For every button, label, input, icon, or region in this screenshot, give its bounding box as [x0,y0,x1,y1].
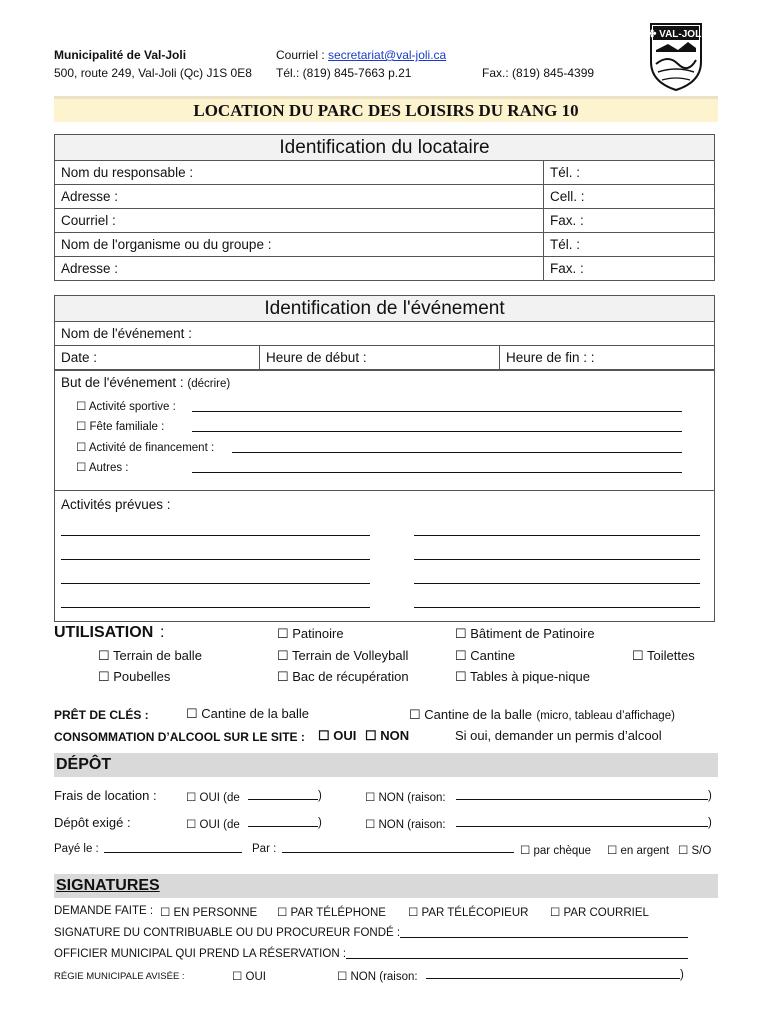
event-heading: Identification de l'événement [55,296,715,322]
checkbox-patinoire[interactable]: ☐ Patinoire [277,626,344,641]
checkbox-tables-pique-nique[interactable]: ☐ Tables à pique-nique [455,669,591,684]
taxpayer-signature-label: SIGNATURE DU CONTRIBUABLE OU DU PROCUREUR FONDÉ : [54,927,401,939]
org-address: 500, route 249, Val-Joli (Qc) J1S 0E8 [54,66,252,80]
answer-line[interactable] [456,817,708,827]
tenant-field[interactable]: Tél. : [544,233,715,257]
tenant-field[interactable]: Nom de l'organisme ou du groupe : [55,233,544,257]
alcohol-label: CONSOMMATION D’ALCOOL SUR LE SITE : [54,730,305,744]
tenant-field[interactable]: Adresse : [55,185,544,209]
purpose-hint: (décrire) [187,378,231,390]
tenant-table [54,134,715,281]
answer-line[interactable] [248,790,318,800]
checkbox-alcohol-yes[interactable]: ☐ OUI [318,728,357,743]
answer-line[interactable] [456,790,708,800]
checkbox-fee-yes[interactable]: ☐ OUI (de [186,792,240,804]
keys-option-2-note: (micro, tableau d’affichage) [536,710,675,722]
answer-line[interactable] [61,574,370,584]
tenant-field[interactable]: Courriel : [55,209,544,233]
tenant-field[interactable]: Fax. : [544,209,715,233]
email-line [276,47,446,63]
council-close: ) [680,969,684,981]
paid-by-label: Par : [252,843,277,855]
answer-line[interactable] [414,550,700,560]
answer-line[interactable] [248,817,318,827]
tenant-field[interactable]: Nom du responsable : [55,161,544,185]
fee-label: Frais de location : [54,788,157,803]
checkbox-deposit-no[interactable]: ☐ NON (raison: [365,819,446,831]
title-bar [54,96,718,122]
answer-line[interactable] [192,463,682,473]
table-row [55,161,715,185]
purpose-option-fundraising[interactable]: ☐ Activité de financement : [76,442,215,454]
checkbox-poubelles[interactable]: ☐ Poubelles [98,669,171,684]
deposit-heading: DÉPÔT [54,753,718,777]
checkbox-terrain-volleyball[interactable]: ☐ Terrain de Volleyball [277,648,409,663]
answer-line[interactable] [61,526,370,536]
tenant-field[interactable]: Cell. : [544,185,715,209]
alcohol-note: Si oui, demander un permis d’alcool [455,728,662,743]
checkbox-cantine[interactable]: ☐ Cantine [455,648,516,663]
checkbox-keys-cantine-1[interactable]: ☐ Cantine de la balle [186,706,309,721]
checkbox-by-email[interactable]: ☐ PAR COURRIEL [550,907,649,919]
tenant-field[interactable]: Fax. : [544,257,715,281]
purpose-label-text: But de l'événement : [61,375,184,390]
checkbox-toilettes[interactable]: ☐ Toilettes [632,648,695,663]
council-label: RÉGIE MUNICIPALE AVISÉE : [54,971,185,982]
tenant-heading: Identification du locataire [55,135,715,161]
checkbox-fee-no[interactable]: ☐ NON (raison: [365,792,446,804]
tenant-field[interactable]: Tél. : [544,161,715,185]
request-label: DEMANDE FAITE : [54,905,154,917]
email-label: Courriel : [276,48,329,62]
answer-line[interactable] [414,598,700,608]
signature-line[interactable] [400,928,688,938]
fee-no-close: ) [708,790,712,802]
answer-line[interactable] [192,402,682,412]
checkbox-batiment-patinoire[interactable]: ☐ Bâtiment de Patinoire [455,626,595,641]
checkbox-council-no[interactable]: ☐ NON (raison: [337,971,418,983]
checkbox-cheque[interactable]: ☐ par chèque [520,845,592,857]
checkbox-bac-recuperation[interactable]: ☐ Bac de récupération [277,669,409,684]
answer-line[interactable] [61,550,370,560]
tenant-field[interactable]: Adresse : [55,257,544,281]
answer-line[interactable] [192,422,682,432]
checkbox-not-applicable[interactable]: ☐ S/O [678,845,712,857]
purpose-label [61,375,230,390]
table-row [55,233,715,257]
deposit-required-label: Dépôt exigé : [54,815,131,830]
signatures-heading: SIGNATURES [54,874,718,898]
checkbox-terrain-balle[interactable]: ☐ Terrain de balle [98,648,202,663]
email-link[interactable]: secretariat@val-joli.ca [328,48,447,62]
event-name-field[interactable]: Nom de l'événement : [55,322,715,346]
purpose-option-sport[interactable]: ☐ Activité sportive : [76,401,176,413]
checkbox-council-yes[interactable]: ☐ OUI [232,971,266,983]
table-row [55,257,715,281]
event-table [54,295,715,370]
event-end-field[interactable]: Heure de fin : : [500,346,715,370]
keys-option-2 [409,706,675,724]
purpose-option-other[interactable]: ☐ Autres : [76,462,129,474]
activities-label: Activités prévues : [61,497,171,512]
table-row [55,209,715,233]
deposit-yes-close: ) [318,817,322,829]
deposit-no-close: ) [708,817,712,829]
checkbox-alcohol-no[interactable]: ☐ NON [365,728,410,743]
checkbox-in-person[interactable]: ☐ EN PERSONNE [160,907,258,919]
signature-line[interactable] [346,949,688,959]
table-row [55,185,715,209]
page-title: LOCATION DU PARC DES LOISIRS DU RANG 10 [193,101,579,120]
utilisation-colon: : [160,624,165,641]
officer-label: OFFICIER MUNICIPAL QUI PREND LA RÉSERVATION : [54,948,347,960]
answer-line[interactable] [426,969,680,979]
checkbox-deposit-yes[interactable]: ☐ OUI (de [186,819,240,831]
svg-text:✤ VAL-JOLI: ✤ VAL-JOLI [648,29,704,40]
answer-line[interactable] [414,526,700,536]
phone-number: Tél.: (819) 845-7663 p.21 [276,66,412,80]
utilisation-label: UTILISATION [54,624,154,641]
fee-yes-close: ) [318,790,322,802]
fax-number: Fax.: (819) 845-4399 [482,66,595,80]
answer-line[interactable] [414,574,700,584]
answer-line[interactable] [104,843,242,853]
purpose-option-family[interactable]: ☐ Fête familiale : [76,421,165,433]
event-date-field[interactable]: Date : [55,346,260,370]
event-start-field[interactable]: Heure de début : [260,346,500,370]
org-name: Municipalité de Val-Joli [54,48,187,62]
checkbox-cash[interactable]: ☐ en argent [607,845,670,857]
val-joli-logo [648,20,704,92]
answer-line[interactable] [232,443,682,453]
checkbox-keys-cantine-2[interactable]: ☐ Cantine de la balle [409,707,532,722]
checkbox-by-fax[interactable]: ☐ PAR TÉLÉCOPIEUR [408,907,529,919]
answer-line[interactable] [61,598,370,608]
paid-label: Payé le : [54,843,99,855]
answer-line[interactable] [282,843,514,853]
keys-label: PRÊT DE CLÉS : [54,708,149,722]
checkbox-by-phone[interactable]: ☐ PAR TÉLÉPHONE [277,907,386,919]
